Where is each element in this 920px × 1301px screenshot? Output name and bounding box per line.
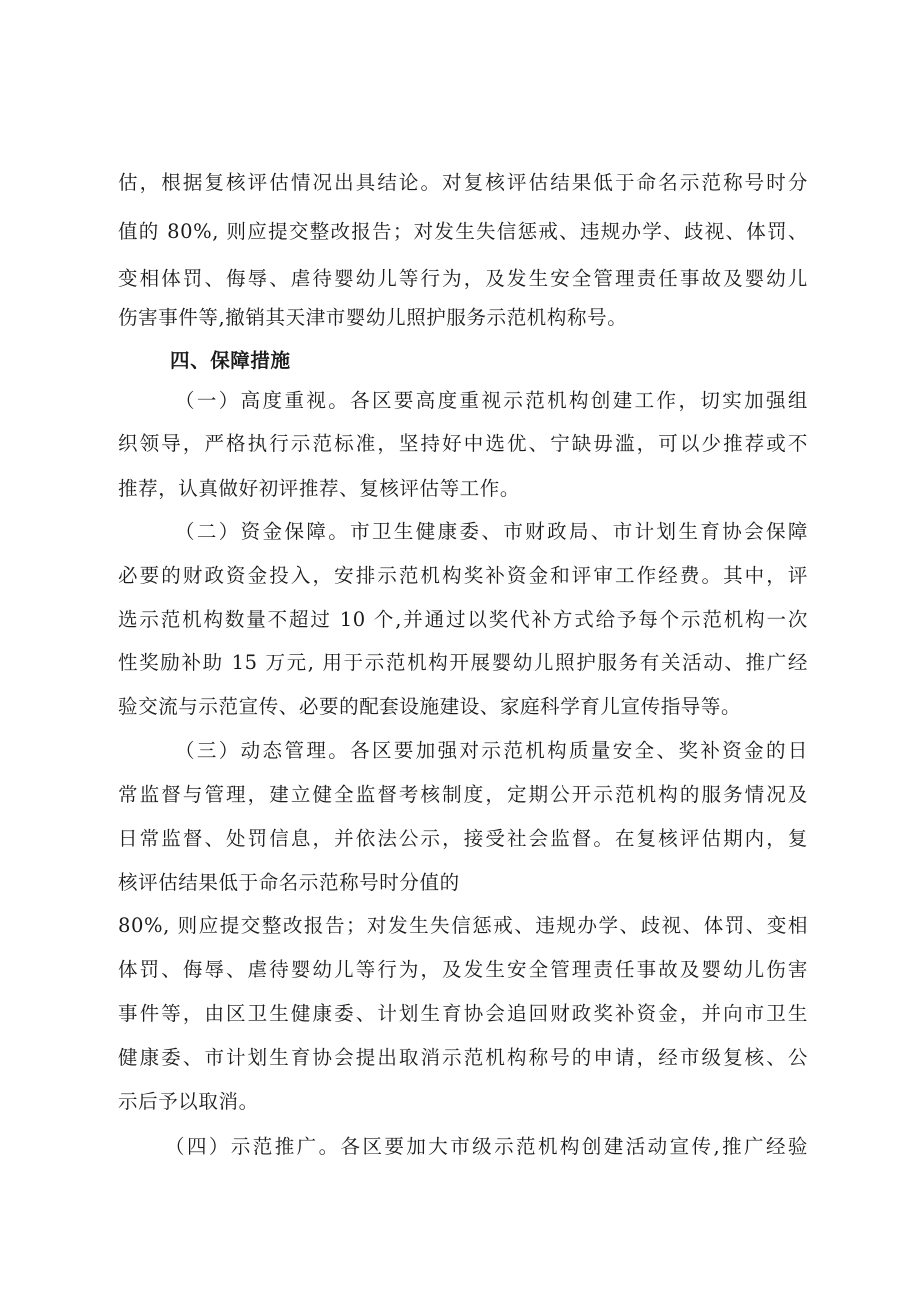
paragraph-line: （三）动态管理。各区要加强对示范机构质量安全、奖补资金的日	[175, 739, 808, 762]
paragraph-line: 示后予以取消。	[118, 1090, 259, 1113]
paragraph-line: 选示范机构数量不超过 10 个,并通过以奖代补方式给予每个示范机构一次	[118, 608, 808, 631]
paragraph-line: （一）高度重视。各区要高度重视示范机构创建工作，切实加强组	[175, 389, 808, 412]
paragraph-line: 估，根据复核评估情况出具结论。对复核评估结果低于命名示范称号时分	[118, 171, 808, 194]
paragraph-line: （四）示范推广。各区要加大市级示范机构创建活动宣传,推广经验	[165, 1135, 808, 1158]
paragraph-line: 80%, 则应提交整改报告；对发生失信惩戒、违规办学、歧视、体罚、变相	[118, 914, 808, 937]
paragraph-line: 必要的财政资金投入，安排示范机构奖补资金和评审工作经费。其中，评	[118, 564, 808, 587]
paragraph-line: 常监督与管理，建立健全监督考核制度，定期公开示范机构的服务情况及	[118, 783, 808, 806]
paragraph-line: 体罚、侮辱、虐待婴幼儿等行为，及发生安全管理责任事故及婴幼儿伤害	[118, 958, 808, 981]
paragraph-line: 事件等，由区卫生健康委、计划生育协会追回财政奖补资金，并向市卫生	[118, 1002, 808, 1025]
paragraph-line: 健康委、市计划生育协会提出取消示范机构称号的申请，经市级复核、公	[118, 1046, 808, 1069]
paragraph-line: 核评估结果低于命名示范称号时分值的	[118, 871, 460, 894]
paragraph-line: （二）资金保障。市卫生健康委、市财政局、市计划生育协会保障	[175, 520, 808, 543]
paragraph-line: 织领导，严格执行示范标准，坚持好中选优、宁缺毋滥，可以少推荐或不	[118, 432, 808, 455]
paragraph-line: 日常监督、处罚信息，并依法公示，接受社会监督。在复核评估期内，复	[118, 827, 808, 850]
section-heading: 四、保障措施	[170, 349, 291, 372]
paragraph-line: 值的 80%, 则应提交整改报告；对发生失信惩戒、违规办学、歧视、体罚、	[118, 220, 808, 243]
paragraph-line: 验交流与示范宣传、必要的配套设施建设、家庭科学育儿宣传指导等。	[118, 695, 742, 718]
paragraph-line: 性奖励补助 15 万元, 用于示范机构开展婴幼儿照护服务有关活动、推广经	[118, 651, 808, 674]
paragraph-line: 伤害事件等,撤销其天津市婴幼儿照护服务示范机构称号。	[118, 306, 628, 329]
paragraph-line: 推荐，认真做好初评推荐、复核评估等工作。	[118, 477, 521, 500]
paragraph-line: 变相体罚、侮辱、虐待婴幼儿等行为，及发生安全管理责任事故及婴幼儿	[118, 267, 808, 290]
